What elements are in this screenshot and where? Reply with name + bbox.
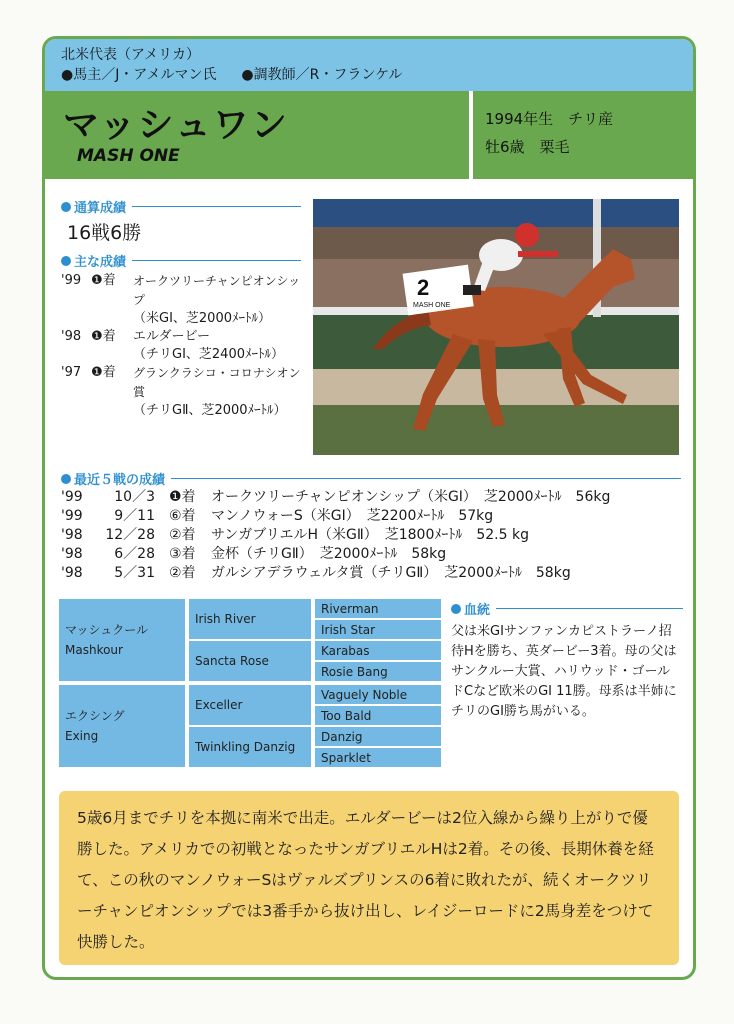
recent-result-row: '98 5／31 ②着 ガルシアデラウェルタ賞（チリGⅡ） 芝2000ﾒｰﾄﾙ 58kg bbox=[61, 565, 571, 581]
recent-results bbox=[61, 469, 681, 583]
pedigree-sire: マッシュクール Mashkour bbox=[59, 599, 185, 681]
recent-result-row: '98 12／28 ②着 サンガブリエルH（米GⅡ） 芝1800ﾒｰﾄﾙ 52.5 kg bbox=[61, 527, 529, 543]
horse-name-jp: マッシュワン bbox=[63, 105, 289, 146]
horse-racing-image bbox=[313, 199, 679, 455]
name-block bbox=[45, 91, 469, 179]
major-result-row: '98 ❶着 エルダービー （チリGI、芝2400ﾒｰﾄﾙ） bbox=[61, 329, 284, 362]
bullet-icon bbox=[451, 604, 461, 614]
pedigree-gen3: Sparklet bbox=[315, 748, 441, 767]
career-heading: 通算成績 bbox=[61, 197, 301, 216]
major-result-row: '97 ❶着 グランクラシコ・コロナシオン賞 （チリGⅡ、芝2000ﾒｰﾄﾙ） bbox=[61, 365, 301, 418]
region-label: 北米代表（アメリカ） bbox=[61, 47, 201, 63]
name-band bbox=[45, 91, 693, 179]
pedigree-sire-dam: Sancta Rose bbox=[189, 641, 311, 681]
header-divider bbox=[469, 91, 473, 179]
recent-result-row: '99 9／11 ⑥着 マンノウォーS（米GI） 芝2200ﾒｰﾄﾙ 57kg bbox=[61, 508, 494, 524]
pedigree-gen3: Too Bald bbox=[315, 706, 441, 725]
record-area bbox=[61, 197, 301, 420]
bullet-icon bbox=[61, 474, 71, 484]
pedigree-gen3: Karabas bbox=[315, 641, 441, 660]
birth-info: 1994年生 チリ産 bbox=[485, 110, 614, 128]
pedigree-dam-sire: Exceller bbox=[189, 685, 311, 725]
bloodline-text: 父は米GIサンファンカピストラーノ招待Hを勝ち、英ダービー3着。母の父はサンクルー大賞、ハリウッド・ゴールドCなど欧米のGI 11勝。母系は半姉にチリのGI勝ち馬がいる。 bbox=[451, 624, 677, 719]
trainer-label: ●調教師／R・フランケル bbox=[241, 67, 403, 83]
pedigree-gen3: Rosie Bang bbox=[315, 662, 441, 681]
bloodline-section bbox=[451, 599, 683, 722]
pedigree-sire-sire: Irish River bbox=[189, 599, 311, 639]
recent-result-row: '99 10／3 ❶着 オークツリーチャンピオンシップ（米GI） 芝2000ﾒｰﾄﾙ 56kg bbox=[61, 489, 611, 505]
bloodline-heading: 血統 bbox=[451, 599, 683, 618]
bullet-icon bbox=[61, 202, 71, 212]
pedigree-dam-dam: Twinkling Danzig bbox=[189, 727, 311, 767]
major-result-row: '99 ❶着 オークツリーチャンピオンシップ （米GI、芝2000ﾒｰﾄﾙ） bbox=[61, 273, 301, 326]
pedigree-gen3: Irish Star bbox=[315, 620, 441, 639]
pedigree-dam: エクシング Exing bbox=[59, 685, 185, 767]
pedigree-table bbox=[59, 599, 441, 767]
horse-info bbox=[485, 105, 613, 161]
owner-label: ●馬主／J・アメルマン氏 bbox=[61, 67, 217, 83]
career-total: 16戦6勝 bbox=[67, 222, 142, 244]
pedigree-gen3: Vaguely Noble bbox=[315, 685, 441, 704]
comment-box: 5歳6月までチリを本拠に南米で出走。エルダービーは2位入線から繰り上がりで優勝した。アメリカでの初戦となったサンガブリエルHは2着。その後、長期休養を経て、この秋のマンノウォーSはヴァルズプリンスの6着に敗れたが、続くオークツリーチャンピオンシップでは3番手から抜け出し、レイジーロードに2馬身差をつけて快勝した。 bbox=[59, 791, 679, 965]
sex-age-color: 牡6歳 栗毛 bbox=[485, 138, 570, 156]
race-photo bbox=[313, 199, 679, 455]
header-band bbox=[45, 39, 693, 91]
horse-profile-card bbox=[42, 36, 696, 980]
saddle-number: 2 bbox=[417, 275, 430, 300]
pedigree-gen3: Danzig bbox=[315, 727, 441, 746]
major-heading: 主な成績 bbox=[61, 251, 301, 270]
saddle-text: MASH ONE bbox=[413, 302, 451, 309]
bullet-icon bbox=[61, 256, 71, 266]
pedigree-gen3: Riverman bbox=[315, 599, 441, 618]
recent-result-row: '98 6／28 ③着 金杯（チリGⅡ） 芝2000ﾒｰﾄﾙ 58kg bbox=[61, 546, 447, 562]
recent-heading: 最近５戦の成績 bbox=[61, 469, 681, 488]
horse-name-en: MASH ONE bbox=[77, 146, 180, 166]
